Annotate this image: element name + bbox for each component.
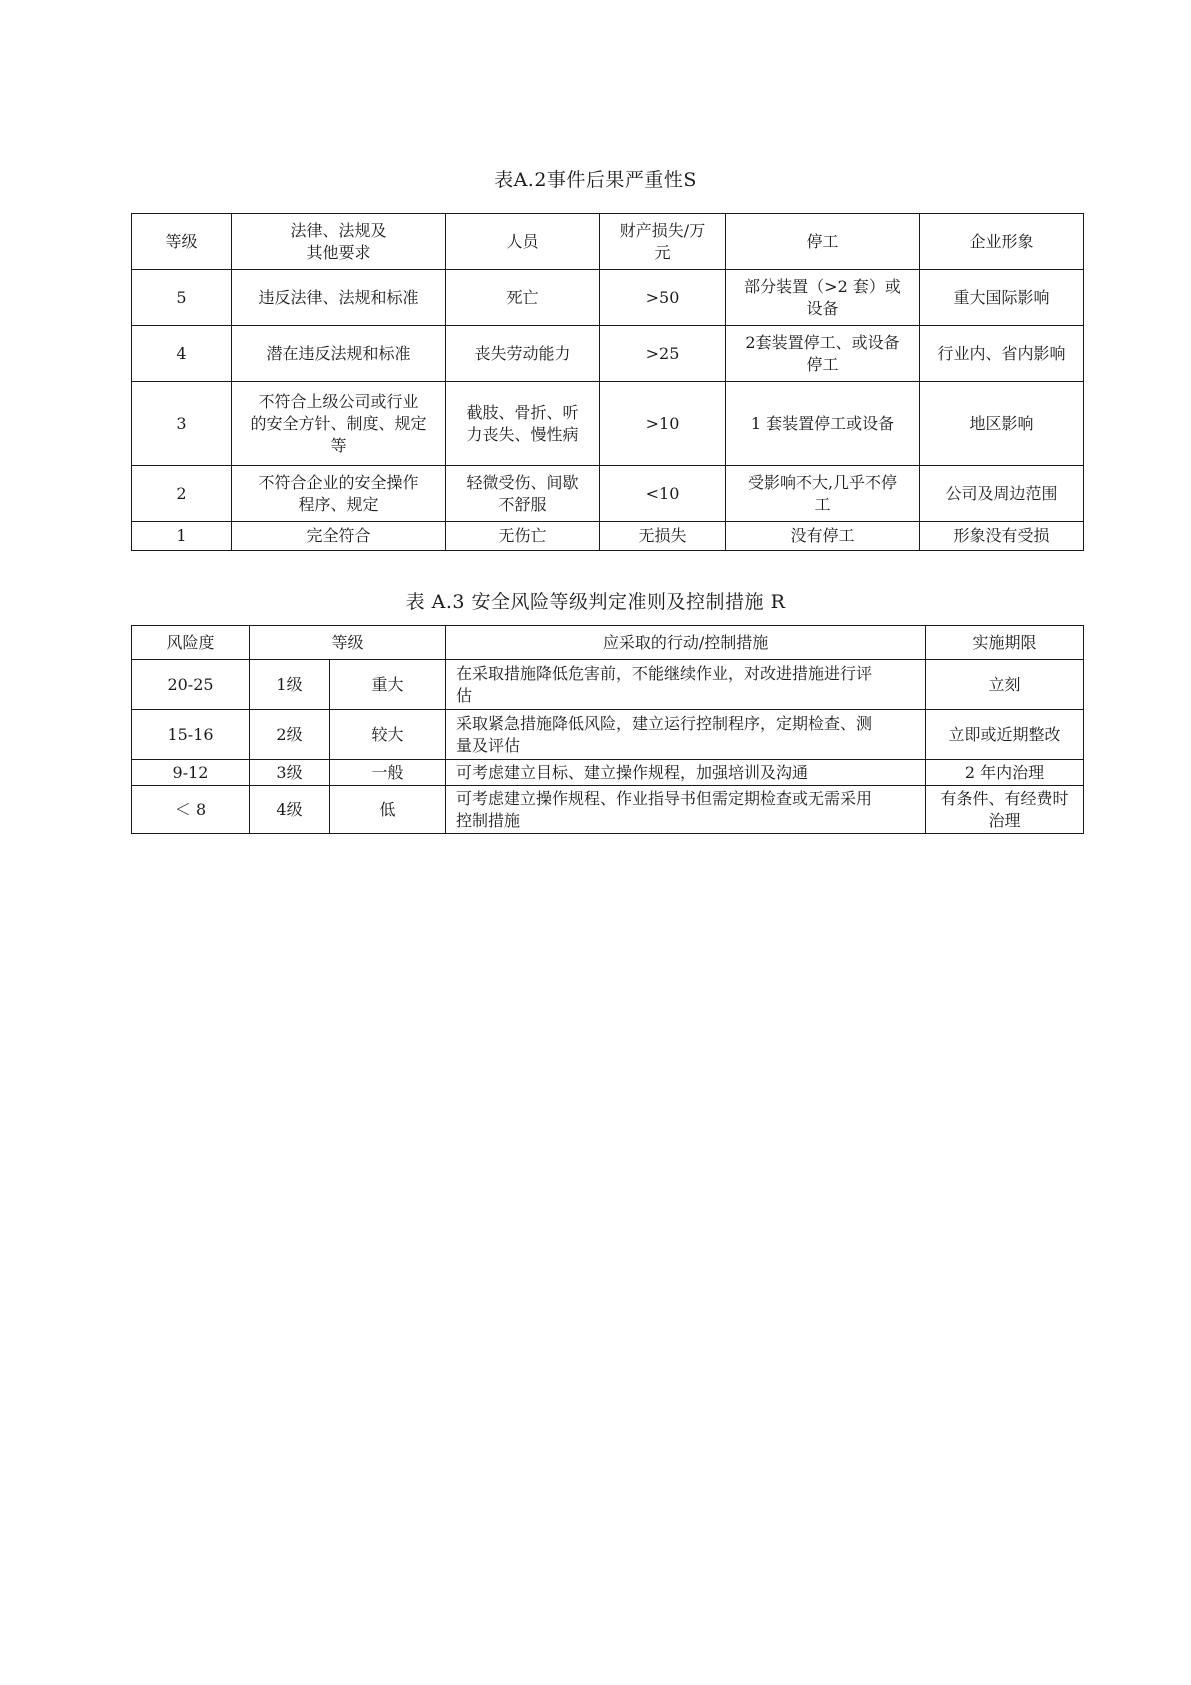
table-cell: 4 — [132, 326, 232, 382]
table-cell: ＜ 8 — [132, 786, 250, 834]
table-cell: 15-16 — [132, 710, 250, 760]
risk-level-table — [131, 625, 1084, 834]
table-row — [132, 270, 1084, 326]
table-cell: 完全符合 — [232, 522, 446, 551]
table-cell: 轻微受伤、间歇 不舒服 — [446, 466, 600, 522]
table-cell: 3 — [132, 382, 232, 466]
header-cell: 人员 — [446, 214, 600, 270]
header-cell: 企业形象 — [920, 214, 1084, 270]
table-cell: 5 — [132, 270, 232, 326]
table-cell: 受影响不大,几乎不停 工 — [726, 466, 920, 522]
table-cell: 2 年内治理 — [926, 760, 1084, 786]
table-cell: >25 — [600, 326, 726, 382]
table-cell: 无伤亡 — [446, 522, 600, 551]
table-cell: 20-25 — [132, 660, 250, 710]
table-cell: 公司及周边范围 — [920, 466, 1084, 522]
table-cell: 重大国际影响 — [920, 270, 1084, 326]
table-cell: 立刻 — [926, 660, 1084, 710]
table-cell: 没有停工 — [726, 522, 920, 551]
table-header-row — [132, 214, 1084, 270]
table-cell: 立即或近期整改 — [926, 710, 1084, 760]
table-cell: 采取紧急措施降低风险，建立运行控制程序，定期检查、测 量及评估 — [446, 710, 926, 760]
table-cell: >50 — [600, 270, 726, 326]
table-cell: 在采取措施降低危害前，不能继续作业，对改进措施进行评 估 — [446, 660, 926, 710]
table-cell: 丧失劳动能力 — [446, 326, 600, 382]
table-cell: 不符合企业的安全操作 程序、规定 — [232, 466, 446, 522]
table-cell: >10 — [600, 382, 726, 466]
table-cell: 4级 — [250, 786, 330, 834]
table-row — [132, 710, 1084, 760]
table-cell: 较大 — [330, 710, 446, 760]
table-cell: 低 — [330, 786, 446, 834]
severity-table — [131, 213, 1084, 551]
table-cell: 截肢、骨折、听 力丧失、慢性病 — [446, 382, 600, 466]
header-cell: 实施期限 — [926, 626, 1084, 660]
table-cell: 2套装置停工、或设备 停工 — [726, 326, 920, 382]
table-cell: 部分装置（>2 套）或 设备 — [726, 270, 920, 326]
table-cell: 2级 — [250, 710, 330, 760]
table-cell: 3级 — [250, 760, 330, 786]
header-cell: 应采取的行动/控制措施 — [446, 626, 926, 660]
table-cell: <10 — [600, 466, 726, 522]
table-cell: 潜在违反法规和标准 — [232, 326, 446, 382]
table-header-row — [132, 626, 1084, 660]
table-cell: 有条件、有经费时 治理 — [926, 786, 1084, 834]
table-row — [132, 466, 1084, 522]
table-cell: 可考虑建立操作规程、作业指导书但需定期检查或无需采用 控制措施 — [446, 786, 926, 834]
table-row — [132, 382, 1084, 466]
table-cell: 可考虑建立目标、建立操作规程，加强培训及沟通 — [446, 760, 926, 786]
table-cell: 不符合上级公司或行业 的安全方针、制度、规定 等 — [232, 382, 446, 466]
header-cell: 等级 — [132, 214, 232, 270]
table-a2-caption: 表A.2事件后果严重性S — [494, 169, 697, 191]
table-row — [132, 786, 1084, 834]
table-row — [132, 660, 1084, 710]
table-cell: 一般 — [330, 760, 446, 786]
table-row — [132, 522, 1084, 551]
table-cell: 1 — [132, 522, 232, 551]
header-cell: 等级 — [250, 626, 446, 660]
table-cell: 形象没有受损 — [920, 522, 1084, 551]
header-cell: 财产损失/万 元 — [600, 214, 726, 270]
table-row — [132, 326, 1084, 382]
table-row — [132, 760, 1084, 786]
table-cell: 9-12 — [132, 760, 250, 786]
header-cell: 风险度 — [132, 626, 250, 660]
table-cell: 行业内、省内影响 — [920, 326, 1084, 382]
table-cell: 死亡 — [446, 270, 600, 326]
table-cell: 2 — [132, 466, 232, 522]
table-cell: 1级 — [250, 660, 330, 710]
header-cell: 法律、法规及 其他要求 — [232, 214, 446, 270]
table-a3-caption: 表 A.3 安全风险等级判定准则及控制措施 R — [405, 591, 786, 613]
table-cell: 违反法律、法规和标准 — [232, 270, 446, 326]
table-cell: 重大 — [330, 660, 446, 710]
table-cell: 地区影响 — [920, 382, 1084, 466]
table-cell: 1 套装置停工或设备 — [726, 382, 920, 466]
table-cell: 无损失 — [600, 522, 726, 551]
header-cell: 停工 — [726, 214, 920, 270]
